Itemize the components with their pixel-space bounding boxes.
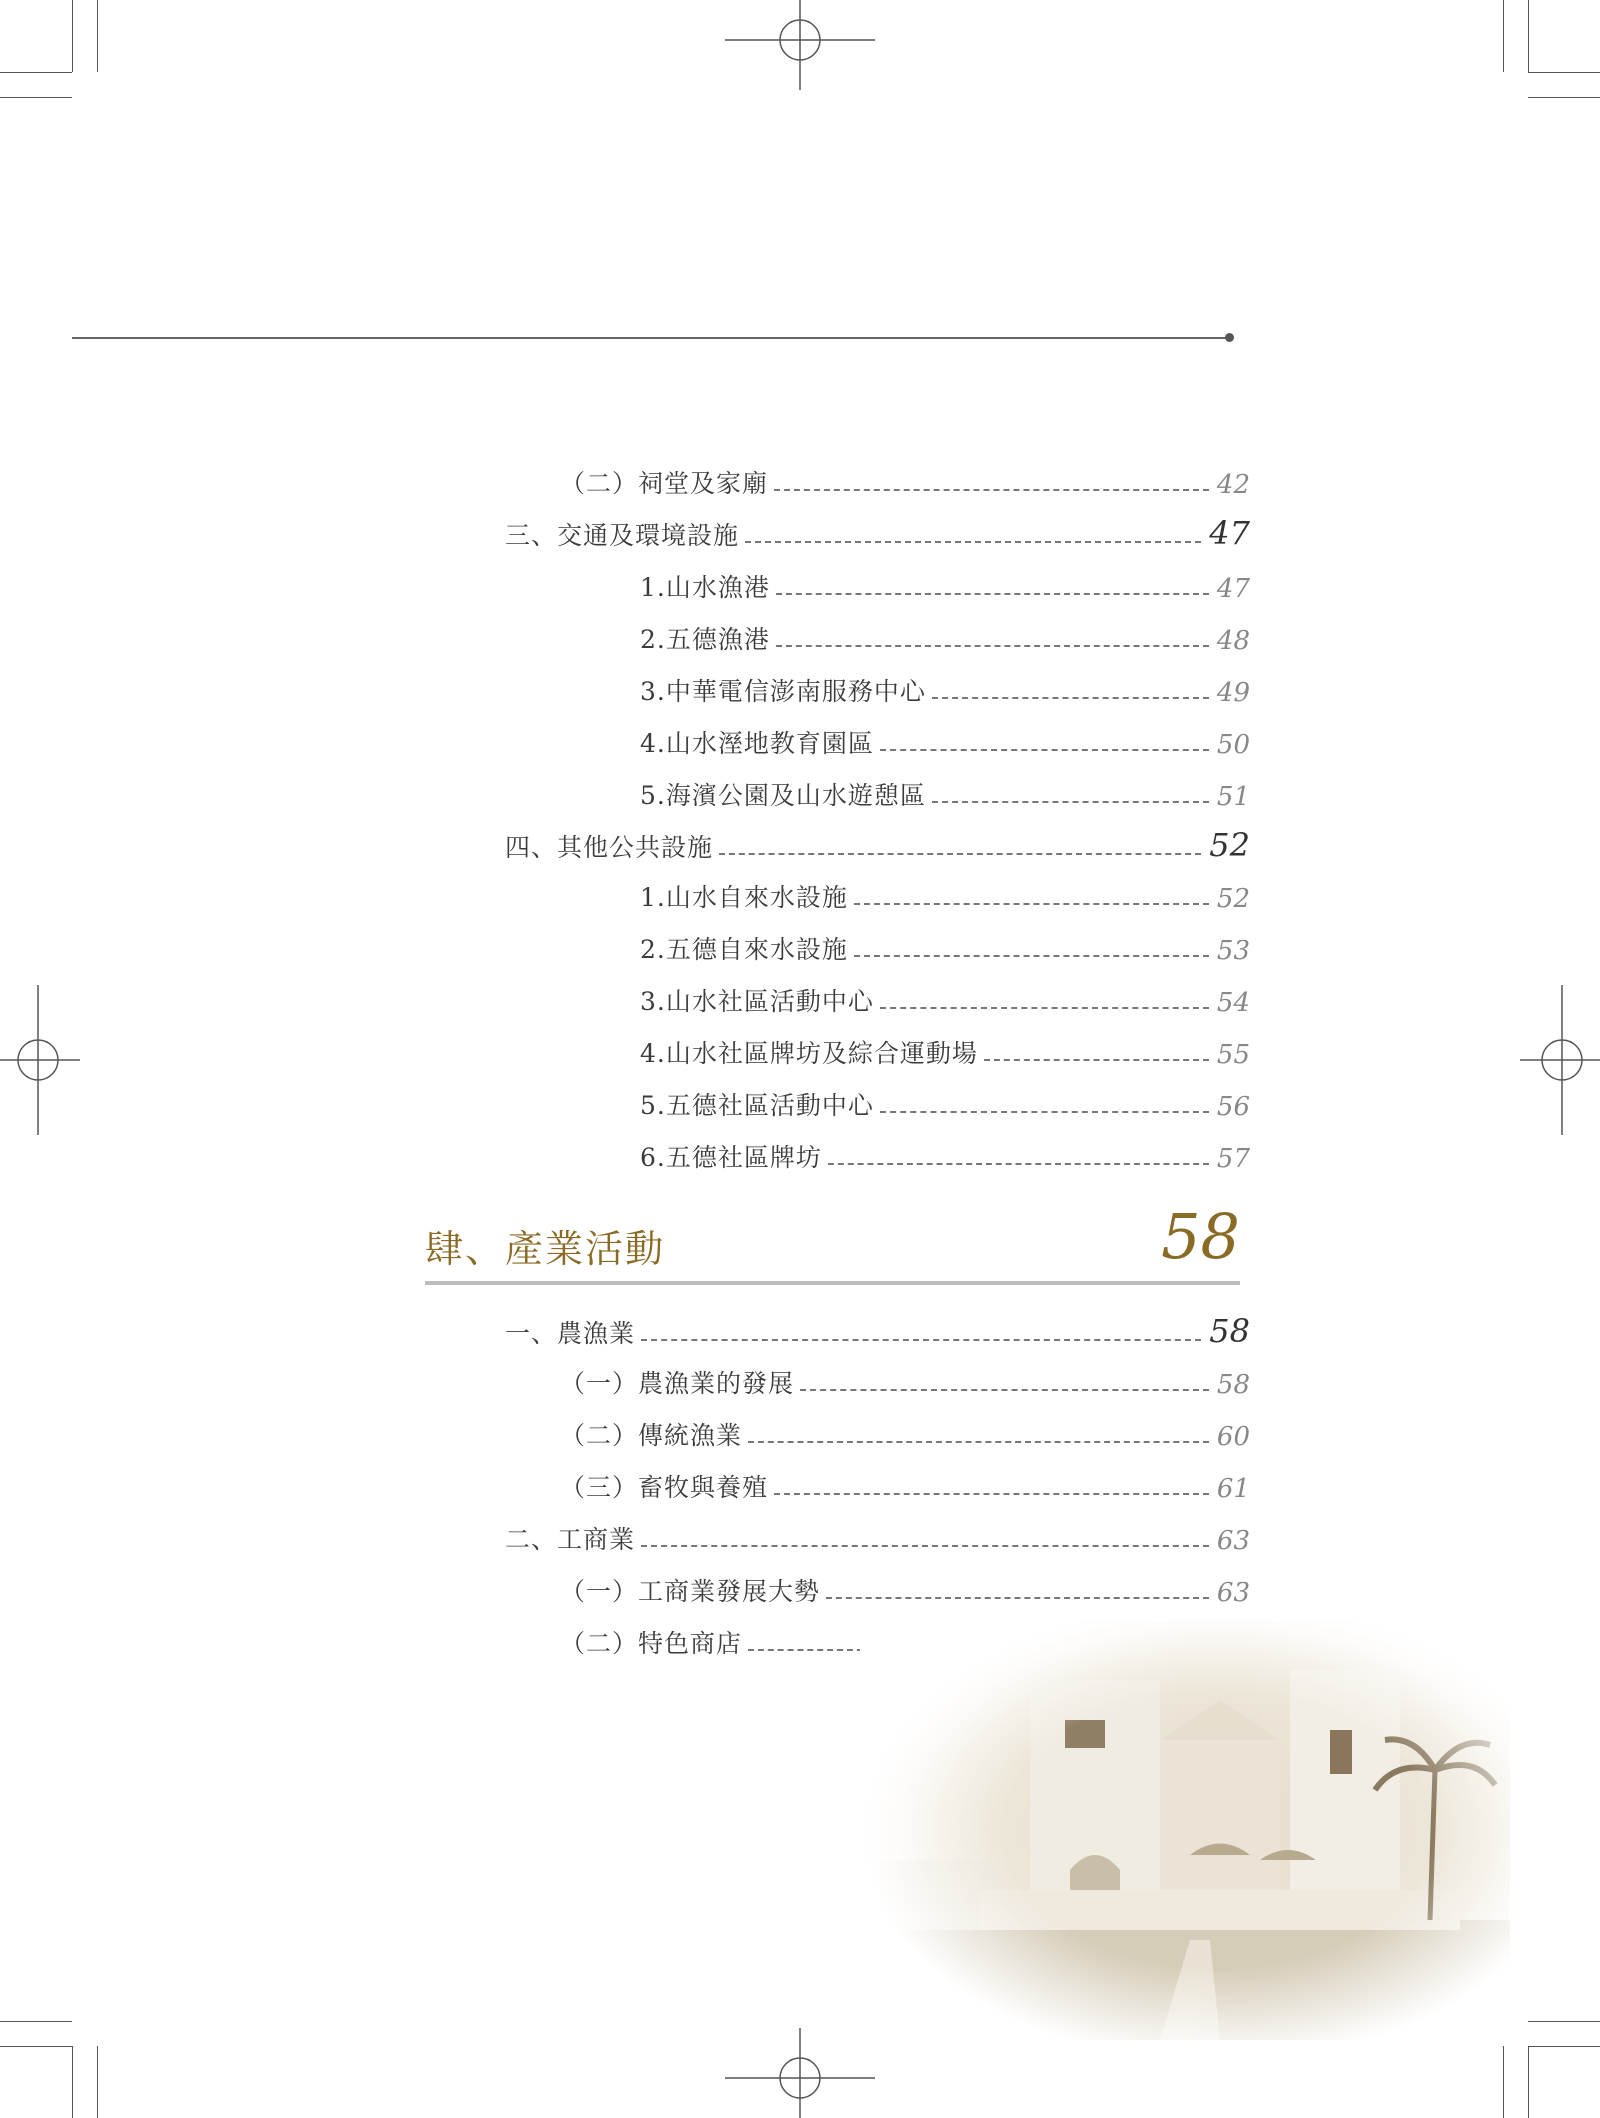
crop-mark (1528, 72, 1600, 73)
toc-entry-label: （二）祠堂及家廟 (560, 469, 769, 498)
toc-entry[interactable] (640, 772, 1250, 812)
toc-entry-label: （三）畜牧與養殖 (560, 1473, 769, 1502)
toc-leader (774, 1493, 1209, 1495)
toc-leader (776, 593, 1209, 595)
toc-entry[interactable] (505, 1310, 1250, 1350)
crop-mark (1528, 0, 1529, 72)
toc-entry-page: 58 (1209, 1312, 1250, 1350)
toc-entry-label: 4.山水溼地教育園區 (640, 729, 874, 758)
registration-mark-top (725, 0, 875, 90)
toc-entry-label: 5.海濱公園及山水遊憩區 (640, 781, 926, 810)
crop-mark (0, 2021, 72, 2022)
toc-entry-label: （二）傳統漁業 (560, 1421, 743, 1450)
crop-mark (1528, 2021, 1600, 2022)
toc-entry-label: （二）特色商店 (560, 1629, 743, 1658)
toc-entry-label: 一、農漁業 (505, 1319, 636, 1348)
toc-entry[interactable] (560, 1464, 1250, 1504)
toc-entry[interactable] (640, 668, 1250, 708)
toc-entry[interactable] (560, 1568, 1250, 1608)
toc-leader (854, 955, 1209, 957)
toc-entry-page: 52 (1209, 826, 1250, 864)
toc-entry-page: 52 (1216, 884, 1250, 914)
toc-entry-page: 54 (1216, 988, 1250, 1018)
registration-mark-left (0, 985, 80, 1135)
toc-entry-page: 63 (1216, 1526, 1250, 1556)
toc-leader (932, 801, 1209, 803)
crop-mark (1528, 97, 1600, 98)
toc-leader (880, 1007, 1209, 1009)
toc-entry-page: 48 (1216, 626, 1250, 656)
toc-entry-label: 5.五德社區活動中心 (640, 1091, 874, 1120)
crop-mark (0, 97, 72, 98)
toc-leader (880, 1111, 1209, 1113)
toc-entry[interactable] (560, 460, 1250, 500)
toc-entry[interactable] (505, 512, 1250, 552)
crop-mark (97, 0, 98, 72)
toc-leader (719, 853, 1201, 855)
toc-entry[interactable] (505, 1516, 1250, 1556)
toc-entry-label: （一）工商業發展大勢 (560, 1577, 821, 1606)
section-title: 肆、產業活動 (425, 1227, 666, 1271)
header-rule-dot (1225, 333, 1234, 342)
toc-entry-label: 3.中華電信澎南服務中心 (640, 677, 926, 706)
section-rule (425, 1281, 1240, 1285)
toc-entry[interactable] (640, 720, 1250, 760)
toc-entry[interactable] (640, 926, 1250, 966)
building-photo (860, 1620, 1510, 2040)
toc-leader (880, 749, 1209, 751)
toc-entry-page: 57 (1216, 1144, 1250, 1174)
crop-mark (72, 0, 73, 72)
toc-entry[interactable] (640, 978, 1250, 1018)
toc-entry-label: 1.山水自來水設施 (640, 883, 848, 912)
toc-entry[interactable] (640, 1134, 1250, 1174)
toc-entry[interactable] (505, 824, 1250, 864)
toc-entry-page: 47 (1216, 574, 1250, 604)
toc-leader (800, 1389, 1209, 1391)
toc-entry-label: （一）農漁業的發展 (560, 1369, 795, 1398)
toc-leader (745, 541, 1201, 543)
toc-entry-label: 2.五德漁港 (640, 625, 770, 654)
toc-leader (641, 1339, 1201, 1341)
crop-mark (1528, 2046, 1600, 2047)
toc-leader (826, 1597, 1209, 1599)
toc-entry-label: 三、交通及環境設施 (505, 521, 740, 550)
toc-entry-page: 50 (1216, 730, 1250, 760)
registration-mark-right (1520, 985, 1600, 1135)
toc-entry-label: 3.山水社區活動中心 (640, 987, 874, 1016)
toc-entry-label: 四、其他公共設施 (505, 833, 714, 862)
crop-mark (1503, 2046, 1504, 2118)
crop-mark (1528, 2046, 1529, 2118)
toc-entry-label: 1.山水漁港 (640, 573, 770, 602)
toc-entry-label: 二、工商業 (505, 1525, 636, 1554)
toc-entry-page: 49 (1216, 678, 1250, 708)
toc-entry[interactable] (560, 1360, 1250, 1400)
toc-leader (641, 1545, 1209, 1547)
toc-entry-label: 6.五德社區牌坊 (640, 1143, 822, 1172)
toc-entry-page: 63 (1216, 1578, 1250, 1608)
toc-entry-page: 42 (1216, 470, 1250, 500)
crop-mark (0, 2046, 72, 2047)
crop-mark (97, 2046, 98, 2118)
header-rule (72, 337, 1232, 339)
toc-leader (776, 645, 1209, 647)
toc-entry-label: 4.山水社區牌坊及綜合運動場 (640, 1039, 978, 1068)
registration-mark-bottom (725, 2028, 875, 2118)
toc-leader (984, 1059, 1209, 1061)
toc-entry-page: 61 (1216, 1474, 1250, 1504)
toc-entry-page: 53 (1216, 936, 1250, 966)
toc-entry[interactable] (640, 564, 1250, 604)
toc-entry-label: 2.五德自來水設施 (640, 935, 848, 964)
crop-mark (0, 72, 72, 73)
toc-leader (748, 1441, 1209, 1443)
section-page-number: 58 (1161, 1200, 1240, 1273)
crop-mark (1503, 0, 1504, 72)
toc-entry-page: 55 (1216, 1040, 1250, 1070)
toc-leader (932, 697, 1209, 699)
section-heading[interactable] (425, 1195, 1240, 1285)
toc-leader (774, 489, 1209, 491)
toc-entry-page: 47 (1209, 514, 1250, 552)
crop-mark (72, 2046, 73, 2118)
toc-entry[interactable] (640, 616, 1250, 656)
toc-entry[interactable] (640, 874, 1250, 914)
toc-entry[interactable] (640, 1030, 1250, 1070)
toc-entry-page: 60 (1216, 1422, 1250, 1452)
toc-entry-page: 56 (1216, 1092, 1250, 1122)
toc-entry[interactable] (640, 1082, 1250, 1122)
toc-leader (854, 903, 1209, 905)
toc-entry-page: 58 (1216, 1370, 1250, 1400)
toc-leader (828, 1163, 1209, 1165)
toc-entry[interactable] (560, 1412, 1250, 1452)
toc-entry-page: 51 (1216, 782, 1250, 812)
